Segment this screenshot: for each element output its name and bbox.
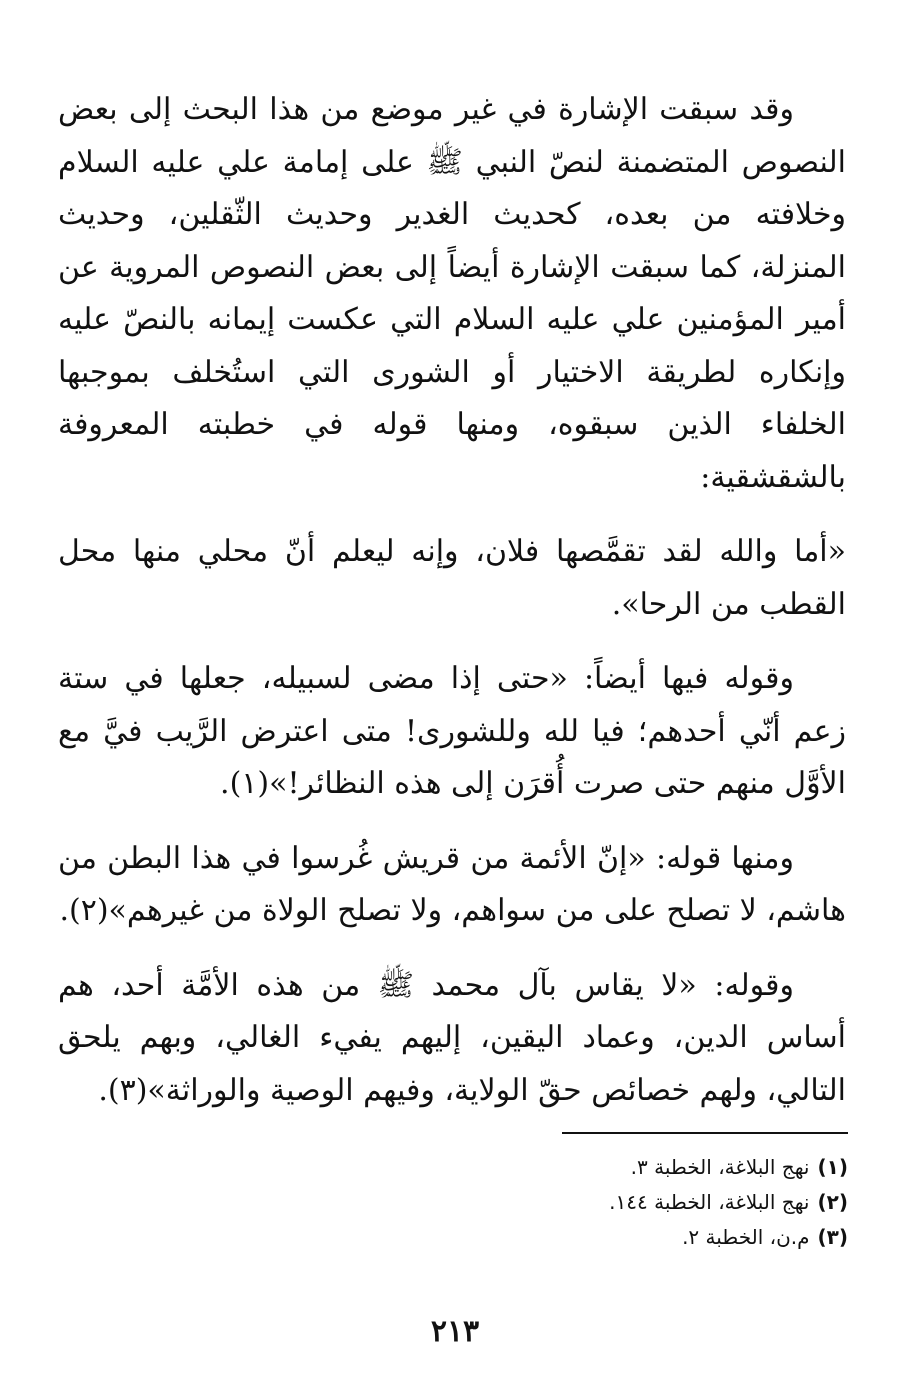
footnote-number: (١) bbox=[817, 1155, 848, 1179]
page-body bbox=[58, 84, 846, 1117]
footnote-item bbox=[428, 1150, 848, 1185]
footnotes bbox=[428, 1150, 848, 1255]
paragraph-intro: وقد سبقت الإشارة في غير موضع من هذا البحث إلى بعض النصوص المتضمنة لنصّ النبي ﷺ على إمامة علي عليه السلام وخلافته من بعده، كحديث الغدير وحديث الثّقلين، وحديث المنزلة، كما سبقت الإشارة أيضاً إلى بعض النصوص المروية عن أمير المؤمنين علي عليه السلام التي عكست إيمانه بالنصّ عليه وإنكاره لطريقة الاختيار أو الشورى التي استُخلف بموجبها الخلفاء الذين سبقوه، ومنها قوله في خطبته المعروفة بالشقشقية: bbox=[58, 92, 846, 495]
footnote-item bbox=[428, 1185, 848, 1220]
paragraph-gap bbox=[58, 631, 846, 653]
paragraph-gap bbox=[58, 811, 846, 833]
footnote-text: نهج البلاغة، الخطبة ١٤٤. bbox=[609, 1190, 810, 1214]
paragraph-quote-shura: وقوله فيها أيضاً: «حتى إذا مضى لسبيله، جعلها في ستة زعم أنّي أحدهم؛ فيا لله وللشورى! متى اعترض الرَّيب فيَّ مع الأوَّل منهم حتى صرت أُقرَن إلى هذه النظائر!»(١). bbox=[58, 661, 846, 801]
footnote-text: م.ن، الخطبة ٢. bbox=[682, 1225, 810, 1249]
footnote-divider bbox=[562, 1132, 848, 1134]
footnote-item bbox=[428, 1220, 848, 1255]
paragraph-quote-ahl-albayt: وقوله: «لا يقاس بآل محمد ﷺ من هذه الأمَّة أحد، هم أساس الدين، وعماد اليقين، إليهم يفيء الغالي، وبهم يلحق التالي، ولهم خصائص حقّ الولاية، وفيهم الوصية والوراثة»(٣). bbox=[58, 967, 846, 1108]
footnote-text: نهج البلاغة، الخطبة ٣. bbox=[630, 1155, 810, 1179]
paragraph-quote-imams: ومنها قوله: «إنّ الأئمة من قريش غُرسوا في هذا البطن من هاشم، لا تصلح على من سواهم، ولا تصلح الولاة من غيرهم»(٢). bbox=[58, 840, 846, 928]
paragraph-gap bbox=[58, 504, 846, 526]
paragraph-quote-shaqshaqiya: «أما والله لقد تقمَّصها فلان، وإنه ليعلم أنّ محلي منها محل القطب من الرحا». bbox=[58, 534, 846, 622]
footnote-number: (٣) bbox=[817, 1225, 848, 1249]
page-number: ٢١٣ bbox=[430, 1314, 480, 1349]
footnote-number: (٢) bbox=[817, 1190, 848, 1214]
paragraph-gap bbox=[58, 938, 846, 960]
